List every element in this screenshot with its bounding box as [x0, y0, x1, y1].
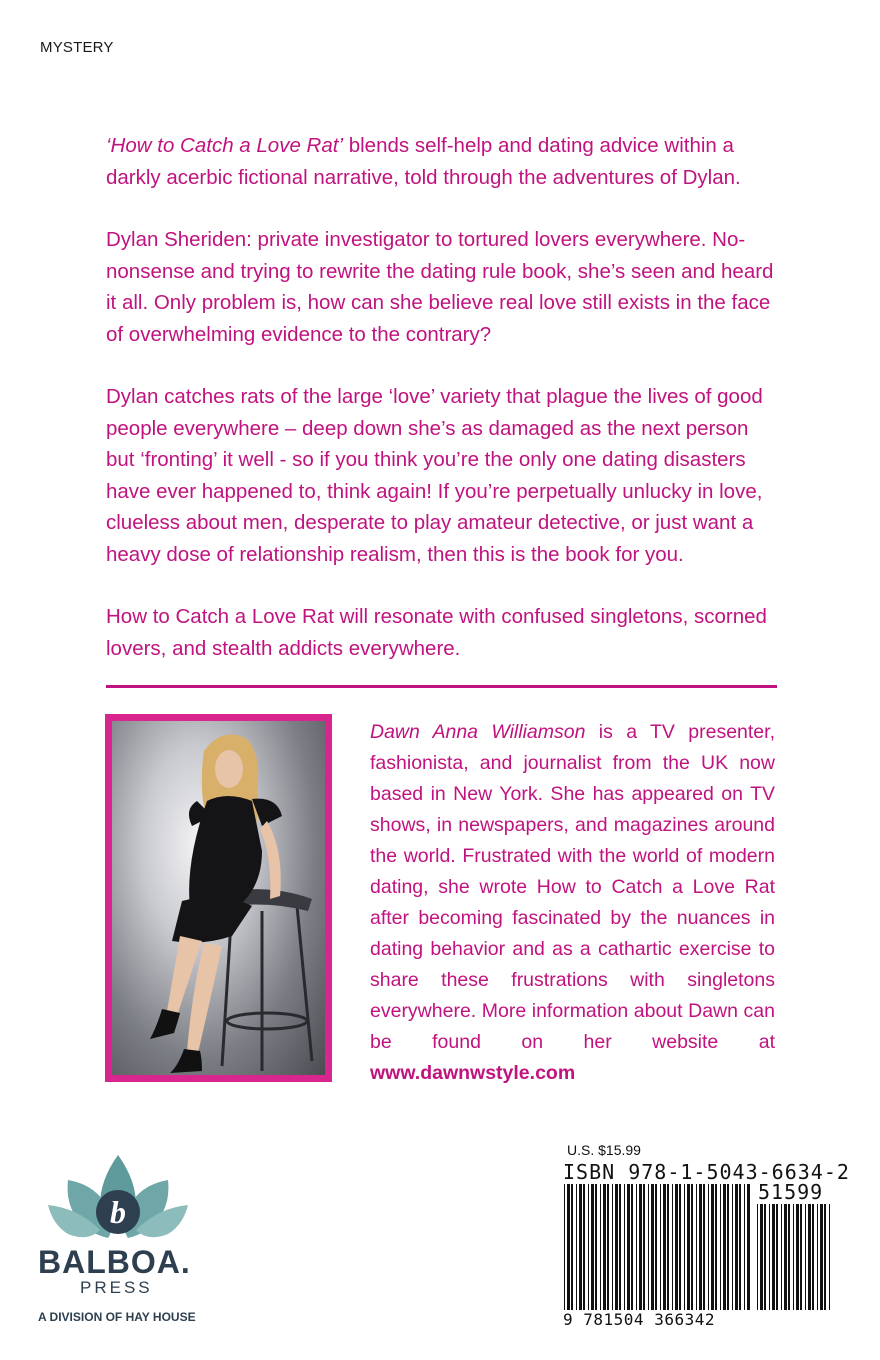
- barcode-bar: [684, 1184, 685, 1310]
- barcode-bar: [648, 1184, 649, 1310]
- barcode-bar: [747, 1184, 750, 1310]
- barcode-bar: [600, 1184, 601, 1310]
- barcode-bar: [595, 1184, 597, 1310]
- barcode-bar: [660, 1184, 661, 1310]
- publisher-name: BALBOA.: [38, 1244, 191, 1280]
- barcode-addon-number: 51599: [758, 1180, 824, 1204]
- ean-digits: 9 781504 366342: [563, 1310, 715, 1329]
- barcode-bar: [631, 1184, 633, 1310]
- barcode-bar: [627, 1184, 630, 1310]
- barcode-bar: [784, 1204, 787, 1310]
- divider-line: [106, 685, 777, 688]
- barcode-bar: [603, 1184, 606, 1310]
- barcode-bar: [757, 1204, 758, 1310]
- author-bio: [370, 717, 775, 1089]
- barcode-bar: [727, 1184, 729, 1310]
- publisher-division: A DIVISION OF HAY HOUSE: [38, 1310, 196, 1324]
- barcode-bar: [567, 1184, 570, 1310]
- barcode-bar: [764, 1204, 766, 1310]
- author-photo-frame: [105, 714, 332, 1082]
- blurb-p1-text: blends self-help and dating advice within a darkly acerbic fictional narrative, told through the adventures of Dylan.: [106, 134, 741, 189]
- isbn-label: ISBN 978-1-5043-6634-2: [563, 1160, 850, 1184]
- barcode-bar: [636, 1184, 637, 1310]
- author-photo-illustration: [112, 721, 325, 1075]
- barcode-bar: [655, 1184, 657, 1310]
- blurb-paragraph-2: Dylan Sheriden: private investigator to tortured lovers everywhere. No-nonsense and trying to rewrite the dating rule book, she’s seen and heard it all. Only problem is, how can she believe real love still exists in the face of overwhelming evidence to the contrary?: [106, 228, 774, 346]
- book-title-italic: ‘How to Catch a Love Rat’: [106, 134, 344, 157]
- blurb-paragraph-4: How to Catch a Love Rat will resonate with confused singletons, scorned lovers, and stealth addicts everywhere.: [106, 605, 767, 660]
- barcode-bar: [703, 1184, 705, 1310]
- barcode-bar: [583, 1184, 585, 1310]
- barcode-bar: [711, 1184, 714, 1310]
- barcode-bar: [812, 1204, 814, 1310]
- author-website-link[interactable]: www.dawnwstyle.com: [370, 1062, 576, 1084]
- barcode-bar: [820, 1204, 823, 1310]
- barcode-bar: [708, 1184, 709, 1310]
- barcode-bar: [735, 1184, 738, 1310]
- isbn-barcode: [564, 1184, 750, 1310]
- barcode-bar: [615, 1184, 618, 1310]
- barcode-bar: [720, 1184, 721, 1310]
- barcode-bar: [588, 1184, 589, 1310]
- barcode-bar: [675, 1184, 678, 1310]
- barcode-bar: [607, 1184, 609, 1310]
- barcode-bar: [576, 1184, 577, 1310]
- barcode-bar: [769, 1204, 770, 1310]
- barcode-bar: [824, 1204, 826, 1310]
- barcode-bar: [744, 1184, 745, 1310]
- barcode-bar: [612, 1184, 613, 1310]
- barcode-bar: [732, 1184, 733, 1310]
- back-cover-blurb: [106, 130, 778, 695]
- price-addon-barcode: [757, 1204, 833, 1310]
- barcode-bar: [579, 1184, 582, 1310]
- barcode-bar: [715, 1184, 717, 1310]
- blurb-paragraph-1: [106, 130, 778, 193]
- author-photo: [112, 721, 325, 1075]
- barcode-bar: [793, 1204, 794, 1310]
- barcode-bar: [781, 1204, 782, 1310]
- barcode-bar: [817, 1204, 818, 1310]
- barcode-bar: [776, 1204, 778, 1310]
- author-bio-text: is a TV presenter, fashionista, and journalist from the UK now based in New York. She has appeared on TV shows, in newspapers, and magazines around the world. Frustrated with the world of modern dating, she wrote How to Catch a Love Rat after becoming fascinated by the nuances in dating behavior and as a cathartic exercise to share these frustrations with singletons everywhere. More information about Dawn can be found on her website at: [370, 721, 775, 1053]
- barcode-bar: [639, 1184, 642, 1310]
- barcode-bar: [591, 1184, 594, 1310]
- barcode-bar: [796, 1204, 799, 1310]
- barcode-bar: [571, 1184, 573, 1310]
- barcode-bar: [788, 1204, 790, 1310]
- barcode-bar: [723, 1184, 726, 1310]
- lotus-icon: [38, 1150, 198, 1246]
- barcode-bar: [679, 1184, 681, 1310]
- barcode-bar: [624, 1184, 625, 1310]
- publisher-sub: PRESS: [80, 1278, 153, 1297]
- blurb-paragraph-3: Dylan catches rats of the large ‘love’ variety that plague the lives of good people everywhere – deep down she’s as damaged as the next person but ‘fronting’ it well - so if you think you’re the only one dating disasters have ever happened to, think again! If you’re perpetually unlucky in love, clueless about men, desperate to play amateur detective, or just want a heavy dose of relationship realism, then this is the book for you.: [106, 385, 763, 566]
- barcode-bar: [739, 1184, 741, 1310]
- barcode-bar: [805, 1204, 806, 1310]
- barcode-bar: [691, 1184, 693, 1310]
- publisher-logo: [38, 1150, 198, 1330]
- barcode-bar: [643, 1184, 645, 1310]
- barcode-bar: [808, 1204, 811, 1310]
- barcode-bar: [687, 1184, 690, 1310]
- barcode-bar: [800, 1204, 802, 1310]
- barcode-bar: [696, 1184, 697, 1310]
- barcode-bar: [672, 1184, 673, 1310]
- logo-letter: b: [110, 1194, 126, 1230]
- barcode-bar: [667, 1184, 669, 1310]
- barcode-bar: [663, 1184, 666, 1310]
- author-name: Dawn Anna Williamson: [370, 721, 586, 743]
- barcode-bar: [619, 1184, 621, 1310]
- barcode-bar: [564, 1184, 565, 1310]
- barcode-bar: [772, 1204, 775, 1310]
- barcode-bar: [760, 1204, 763, 1310]
- barcode-bar: [829, 1204, 830, 1310]
- barcode-bar: [699, 1184, 702, 1310]
- price-label: U.S. $15.99: [567, 1142, 641, 1158]
- genre-label: MYSTERY: [40, 39, 114, 56]
- barcode-bar: [651, 1184, 654, 1310]
